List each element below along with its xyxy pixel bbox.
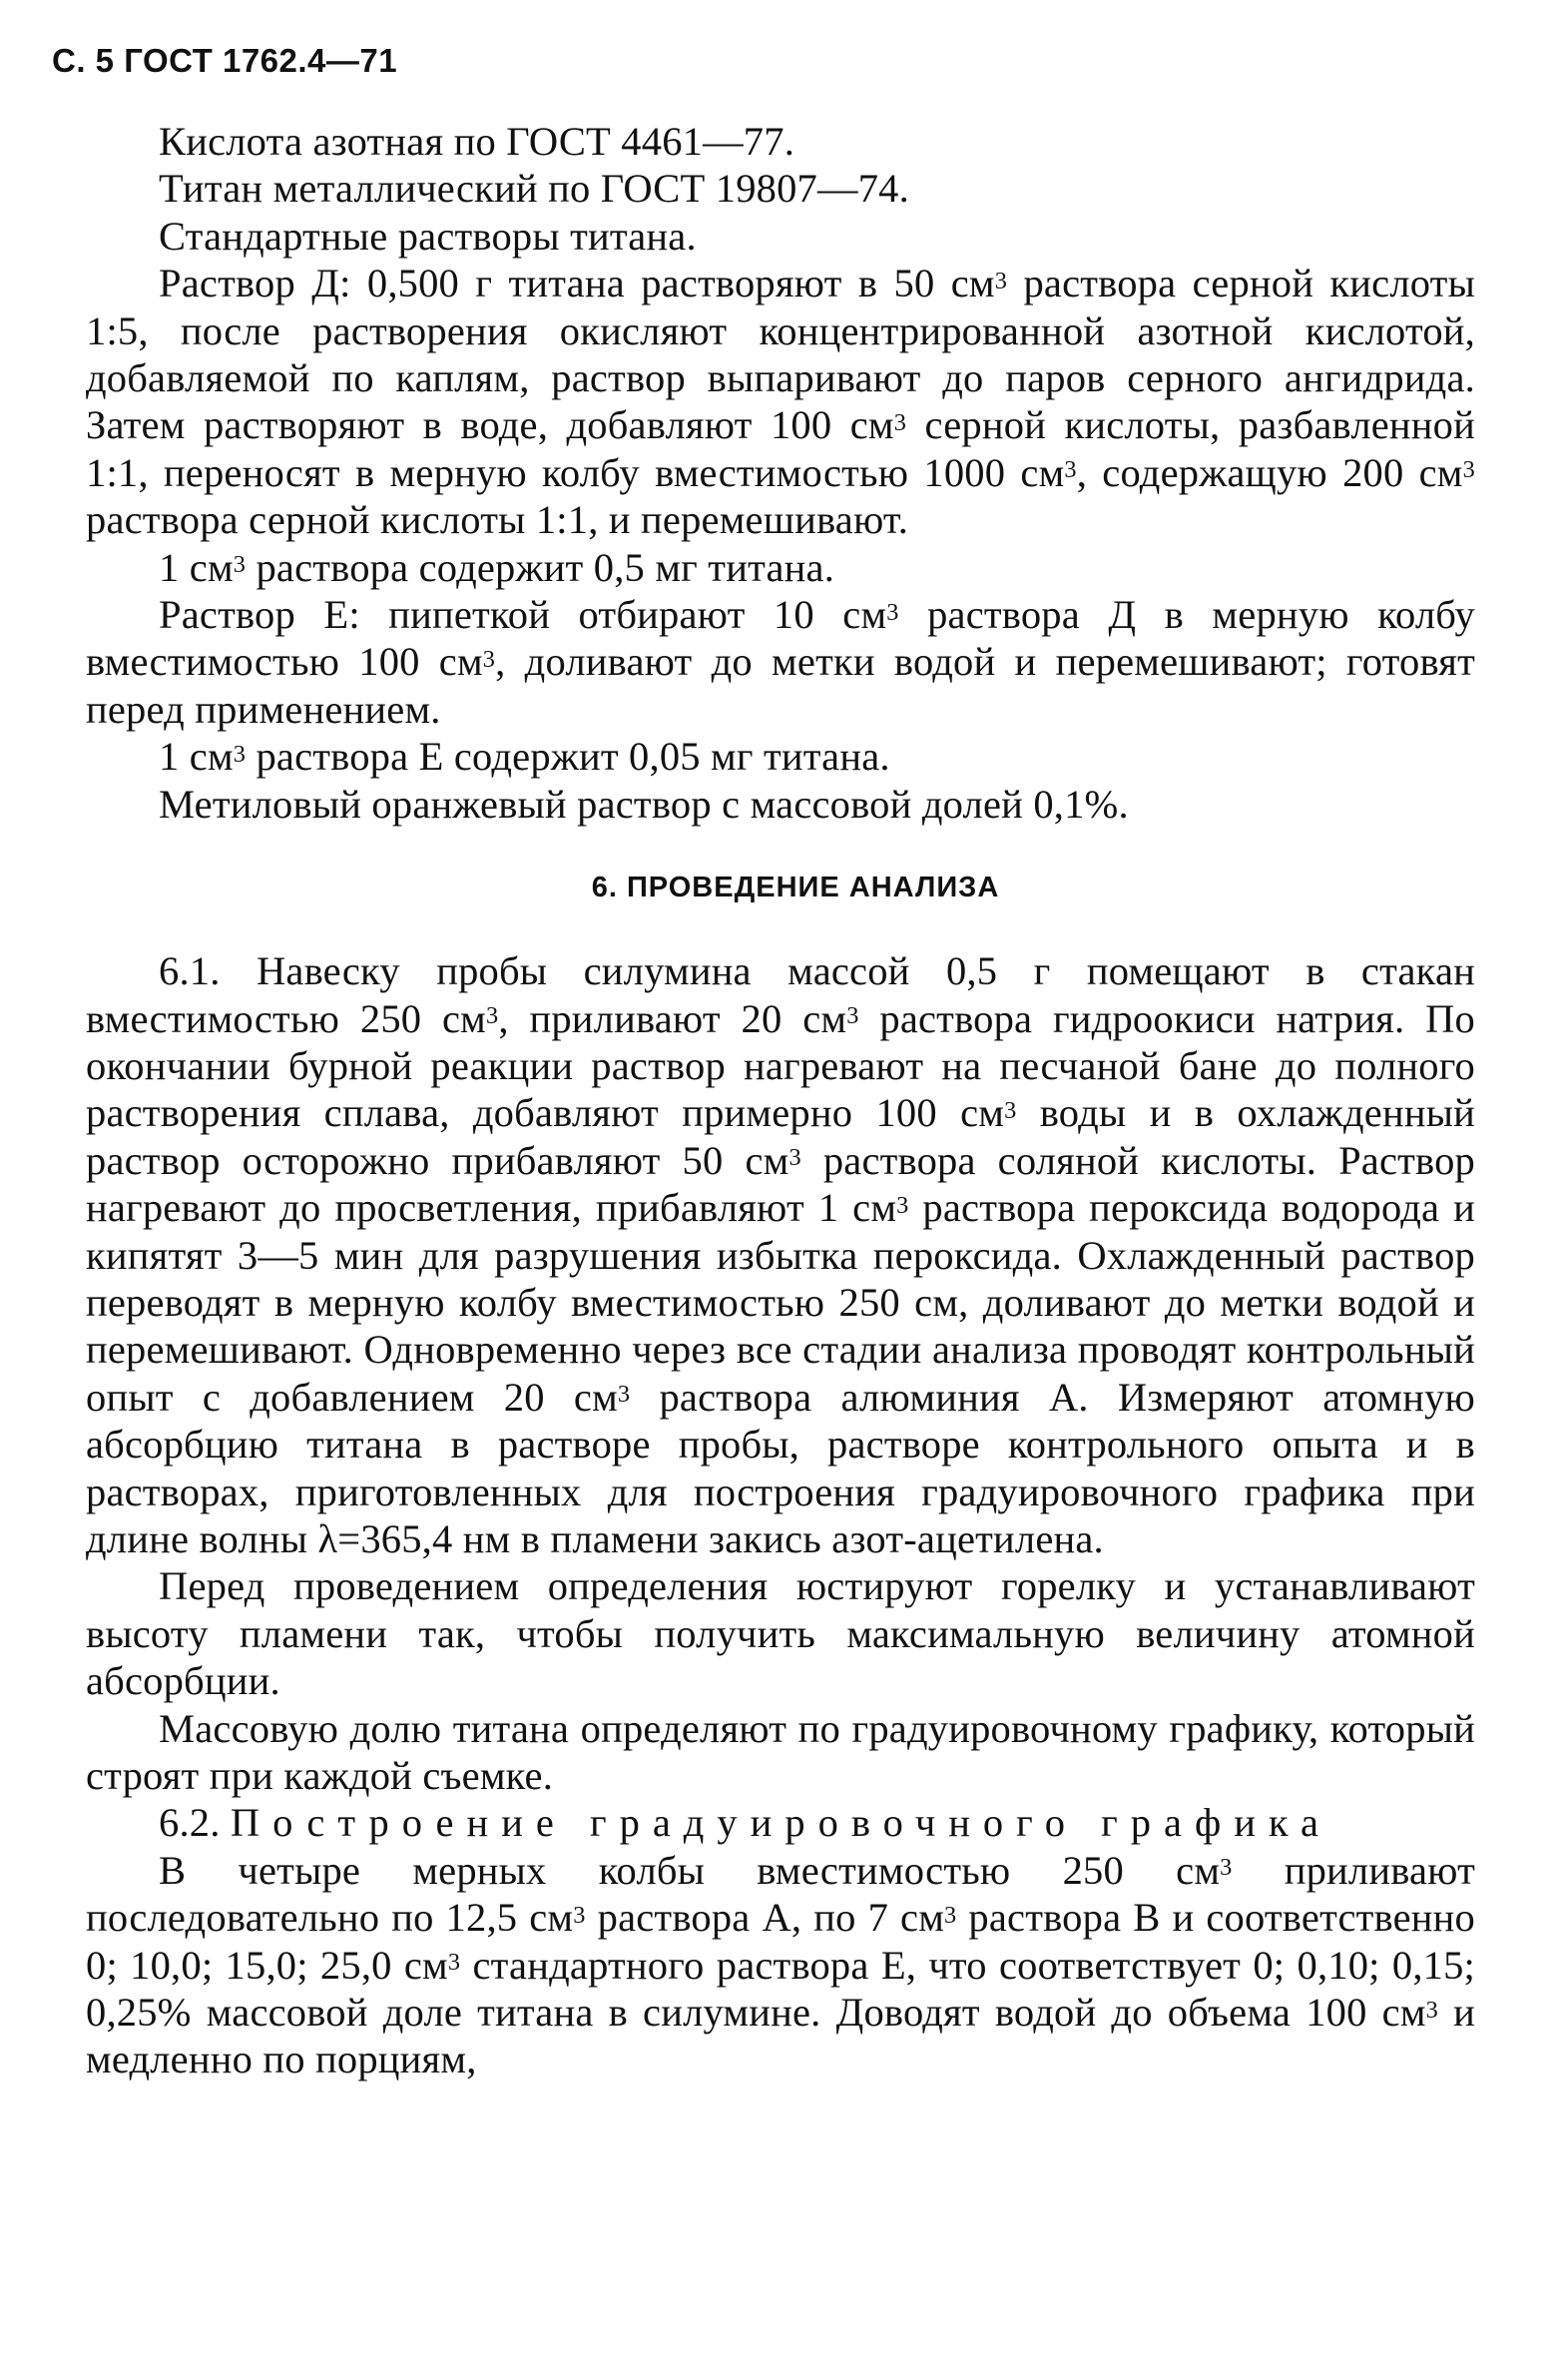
text-fragment: раствора Д в мерную колбу вместимостью 100 см	[86, 592, 1475, 685]
text-fragment: раствора соляной кислоты. Раствор нагревают до просветления, прибавляют 1 см	[86, 1137, 1475, 1231]
text-fragment: раствора гидроокиси натрия. По окончании бурной реакции раствор нагревают на песчаной бане до полного растворения сплава, добавляют примерно 100 см	[86, 995, 1475, 1136]
superscript-3: 3	[447, 1949, 461, 1977]
superscript-3: 3	[482, 645, 496, 673]
superscript-3: 3	[1064, 456, 1077, 484]
text-fragment: приливают последовательно по 12,5 см	[86, 1847, 1475, 1941]
text-fragment: раствора серной кислоты 1:5, после растворения окисляют концентрированной азотной кислотой, добавляемой по каплям, раствор выпаривают до паров серного ангидрида. Затем растворяют в воде, добавляют 100 см	[86, 261, 1475, 448]
superscript-3: 3	[233, 551, 247, 579]
text-fragment: , приливают 20 см	[498, 995, 847, 1041]
superscript-3: 3	[617, 1381, 631, 1409]
text-fragment: Раствор Е: пипеткой отбирают 10 см	[159, 592, 887, 638]
section-number: 6.2.	[159, 1800, 231, 1846]
paragraph-6-1	[86, 947, 1475, 1562]
superscript-3: 3	[846, 1002, 859, 1029]
superscript-3: 3	[788, 1144, 801, 1172]
text-fragment: Раствор Д: 0,500 г титана растворяют в 50 см	[159, 261, 995, 306]
superscript-3: 3	[1425, 1996, 1439, 2024]
solution-d-paragraph	[86, 260, 1475, 543]
reagent-nitric-acid: Кислота азотная по ГОСТ 4461—77.	[159, 119, 795, 164]
text-fragment: раствора А, по 7 см	[585, 1895, 945, 1941]
superscript-3: 3	[1220, 1854, 1233, 1882]
mass-fraction-paragraph: Массовую долю титана определяют по градуировочному графику, который строят при каждой съемке.	[86, 1705, 1475, 1798]
solution-d-content	[86, 544, 1475, 591]
text-fragment: 6.1. Навеску пробы силумина массой 0,5 г помещают в стакан вместимостью 250 см	[86, 948, 1475, 1041]
text-fragment: , доливают до метки водой и перемешивают; готовят перед применением.	[86, 639, 1475, 732]
text-fragment: раствора В и соответственно 0; 10,0; 15,0; 25,0 см	[86, 1895, 1475, 1988]
superscript-3: 3	[486, 1002, 499, 1029]
solution-e-paragraph	[86, 591, 1475, 733]
text-fragment: стандартного раствора Е, что соответствует 0; 0,10; 0,15; 0,25% массовой доле титана в силумине. Доводят водой до объема 100 см	[86, 1942, 1476, 2036]
subsection-title: Построение градуировочного графика	[230, 1800, 1331, 1846]
superscript-3: 3	[573, 1901, 586, 1929]
paragraph-6-2-title	[86, 1799, 1475, 1846]
text-fragment: В четыре мерных колбы вместимостью 250 см	[159, 1847, 1221, 1893]
superscript-3: 3	[233, 740, 247, 768]
superscript-3: 3	[1004, 1096, 1017, 1124]
superscript-3: 3	[893, 408, 907, 436]
text-fragment: и медленно по порциям,	[86, 1990, 1475, 2082]
text-fragment: раствора пероксида водорода и кипятят 3—5 мин для разрушения избытка пероксида. Охлажденный раствор переводят в мерную колбу вместимостью 250 см, доливают до метки водой и перемешивают. Одновременно через все стадии анализа проводят контрольный опыт с добавлением 20 см	[86, 1185, 1475, 1420]
burner-paragraph: Перед проведением определения юстируют горелку и устанавливают высоту пламени так, чтобы получить максимальную величину атомной абсорбции.	[86, 1563, 1475, 1704]
reagent-titanium-metal: Титан металлический по ГОСТ 19807—74.	[159, 166, 909, 212]
solution-e-content	[86, 733, 1475, 780]
reagent-standard-solutions: Стандартные растворы титана.	[159, 213, 697, 259]
superscript-3: 3	[1462, 456, 1475, 484]
text-fragment: раствора содержит 0,5 мг титана.	[246, 544, 835, 590]
calibration-flasks-paragraph	[86, 1847, 1475, 2083]
text-fragment: воды и в охлажденный раствор осторожно прибавляют 50 см	[86, 1090, 1475, 1183]
superscript-3: 3	[994, 267, 1008, 295]
text-fragment: серной кислоты, разбавленной 1:1, переносят в мерную колбу вместимостью 1000 см	[86, 402, 1476, 495]
text-fragment: раствора серной кислоты 1:1, и перемешивают.	[86, 497, 909, 543]
text-fragment: , содержащую 200 см	[1076, 449, 1463, 495]
page-body	[86, 118, 1475, 2083]
text-fragment: 1 см	[159, 734, 234, 780]
methyl-orange-paragraph: Метиловый оранжевый раствор с массовой долей 0,1%.	[159, 781, 1129, 827]
superscript-3: 3	[886, 598, 899, 626]
text-fragment: раствора Е содержит 0,05 мг титана.	[246, 734, 890, 780]
superscript-3: 3	[944, 1901, 957, 1929]
text-fragment: 1 см	[159, 544, 234, 590]
running-header: С. 5 ГОСТ 1762.4—71	[52, 42, 398, 79]
superscript-3: 3	[896, 1191, 909, 1219]
section-heading: 6. ПРОВЕДЕНИЕ АНАЛИЗА	[591, 872, 1000, 904]
text-fragment: раствора алюминия А. Измеряют атомную абсорбцию титана в растворе пробы, растворе контрольного опыта и в растворах, приготовленных для построения градуировочного графика при длине волны λ=365,4 нм в пламени закись азот-ацетилена.	[86, 1374, 1475, 1561]
